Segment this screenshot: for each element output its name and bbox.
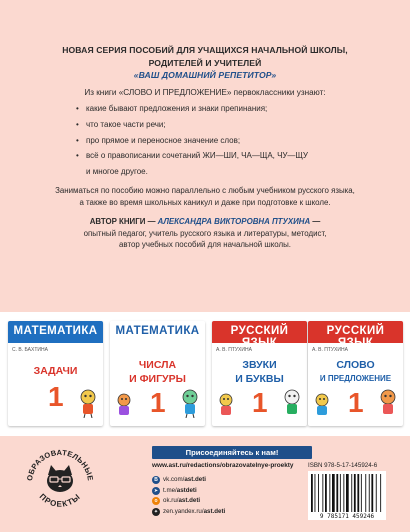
book-title: ЧИСЛА <box>138 359 177 371</box>
book-title-2: И ФИГУРЫ <box>129 373 186 385</box>
cat-icon <box>47 465 73 492</box>
social-site: vk.com/ <box>163 476 185 483</box>
list-item: • что такое части речи; <box>76 117 396 133</box>
cartoon-character-icon <box>312 392 332 418</box>
cartoon-character-icon <box>377 388 399 418</box>
barcode-number: 9 785171 459246 <box>308 513 386 520</box>
telegram-icon: ➤ <box>153 487 159 494</box>
barcode-icon <box>308 471 386 515</box>
cartoon-character-icon <box>179 388 201 418</box>
series-title: «ВАШ ДОМАШНИЙ РЕПЕТИТОР» <box>133 70 277 80</box>
usage-line-2: а также во время школьных каникул и даже при подготовке к школе. <box>79 197 331 207</box>
book-grade: 1 <box>348 387 364 418</box>
list-item: • про прямое и переносное значение слов; <box>76 133 396 149</box>
series-intro <box>0 44 410 82</box>
usage-paragraph <box>0 185 410 208</box>
zen-icon: ✦ <box>153 508 159 515</box>
join-banner: Присоединяйтесь к нам! <box>152 446 312 459</box>
book-subject: РУССКИЙ ЯЗЫК <box>230 325 289 349</box>
usage-line-1: Заниматься по пособию можно параллельно с любым учебником русского языка, <box>55 186 355 195</box>
list-item: и многое другое. <box>86 167 148 177</box>
social-handle: ast.deti <box>184 476 206 483</box>
social-handle: astdeti <box>176 486 197 494</box>
author-name: АЛЕКСАНДРА ВИКТОРОВНА ПТУХИНА <box>157 217 311 226</box>
isbn-text: ISBN 978-5-17-145924-6 <box>308 462 378 469</box>
book-cover-slovo <box>308 321 403 426</box>
social-site: ok.ru/ <box>163 497 179 504</box>
book-title: ЗАДАЧИ <box>33 365 78 377</box>
author-label: АВТОР КНИГИ — <box>89 217 158 226</box>
book-cover-zadachi <box>8 321 103 426</box>
social-handle: ast.deti <box>178 497 201 504</box>
cartoon-character-icon <box>216 392 236 418</box>
book-subject: МАТЕМАТИКА <box>115 325 200 337</box>
book-grade: 1 <box>48 381 64 412</box>
cartoon-character-icon <box>77 388 99 418</box>
social-site: t.me/ <box>163 486 177 494</box>
author-dash: — <box>310 217 321 226</box>
topics-list <box>76 101 396 180</box>
book-cover-chisla <box>110 321 205 426</box>
social-handle: ast.deti <box>203 507 226 515</box>
social-links <box>152 475 225 517</box>
book-cover-zvuki <box>212 321 307 426</box>
author-heading <box>0 216 410 228</box>
book-title-2: И ПРЕДЛОЖЕНИЕ <box>319 374 392 383</box>
cartoon-character-icon <box>281 388 303 418</box>
ok-icon: о <box>152 497 160 505</box>
svg-text:ПРОЕКТЫ <box>38 492 83 509</box>
list-item: • какие бывают предложения и знаки препинания; <box>76 101 396 117</box>
list-item: • всё о правописании сочетаний ЖИ—ШИ, ЧА—ЩА, ЧУ—ЩУ <box>76 148 396 164</box>
intro-line-1: НОВАЯ СЕРИЯ ПОСОБИЙ ДЛЯ УЧАЩИХСЯ НАЧАЛЬНОЙ ШКОЛЫ, <box>62 45 348 55</box>
social-link-telegram[interactable] <box>152 486 225 497</box>
social-site: zen.yandex.ru/ <box>163 507 204 515</box>
book-author: С. В. БАХТИНА <box>12 347 48 353</box>
vk-icon: В <box>152 476 160 484</box>
book-grade: 1 <box>150 387 166 418</box>
publisher-text-top: ОБРАЗОВАТЕЛЬНЫЕ <box>25 447 95 482</box>
book-author: А. В. ПТУХИНА <box>312 347 348 353</box>
book-title-2: И БУКВЫ <box>235 373 284 385</box>
book-subject: МАТЕМАТИКА <box>13 325 98 337</box>
publisher-url[interactable]: www.ast.ru/redactions/obrazovatelnye-proekty <box>152 462 294 469</box>
book-subject: РУССКИЙ ЯЗЫК <box>326 325 385 349</box>
book-grade: 1 <box>252 387 268 418</box>
lead-text: Из книги «СЛОВО И ПРЕДЛОЖЕНИЕ» первоклассники узнают: <box>84 88 326 97</box>
publisher-logo <box>20 437 100 525</box>
book-author: А. В. ПТУХИНА <box>216 347 252 353</box>
publisher-text-bottom: ПРОЕКТЫ <box>37 491 83 509</box>
book-title: СЛОВО <box>336 359 375 371</box>
social-link-zen[interactable] <box>152 507 225 518</box>
book-title: ЗВУКИ <box>242 359 277 371</box>
intro-line-2: РОДИТЕЛЕЙ И УЧИТЕЛЕЙ <box>148 57 262 68</box>
social-link-ok[interactable] <box>152 496 225 507</box>
social-link-vk[interactable] <box>152 475 225 486</box>
author-bio-1: опытный педагог, учитель русского языка и литературы, методист, <box>83 228 327 238</box>
author-bio-2: автор учебных пособий для начальной школы. <box>119 240 291 249</box>
cartoon-character-icon <box>114 392 134 418</box>
author-paragraph <box>0 216 410 251</box>
